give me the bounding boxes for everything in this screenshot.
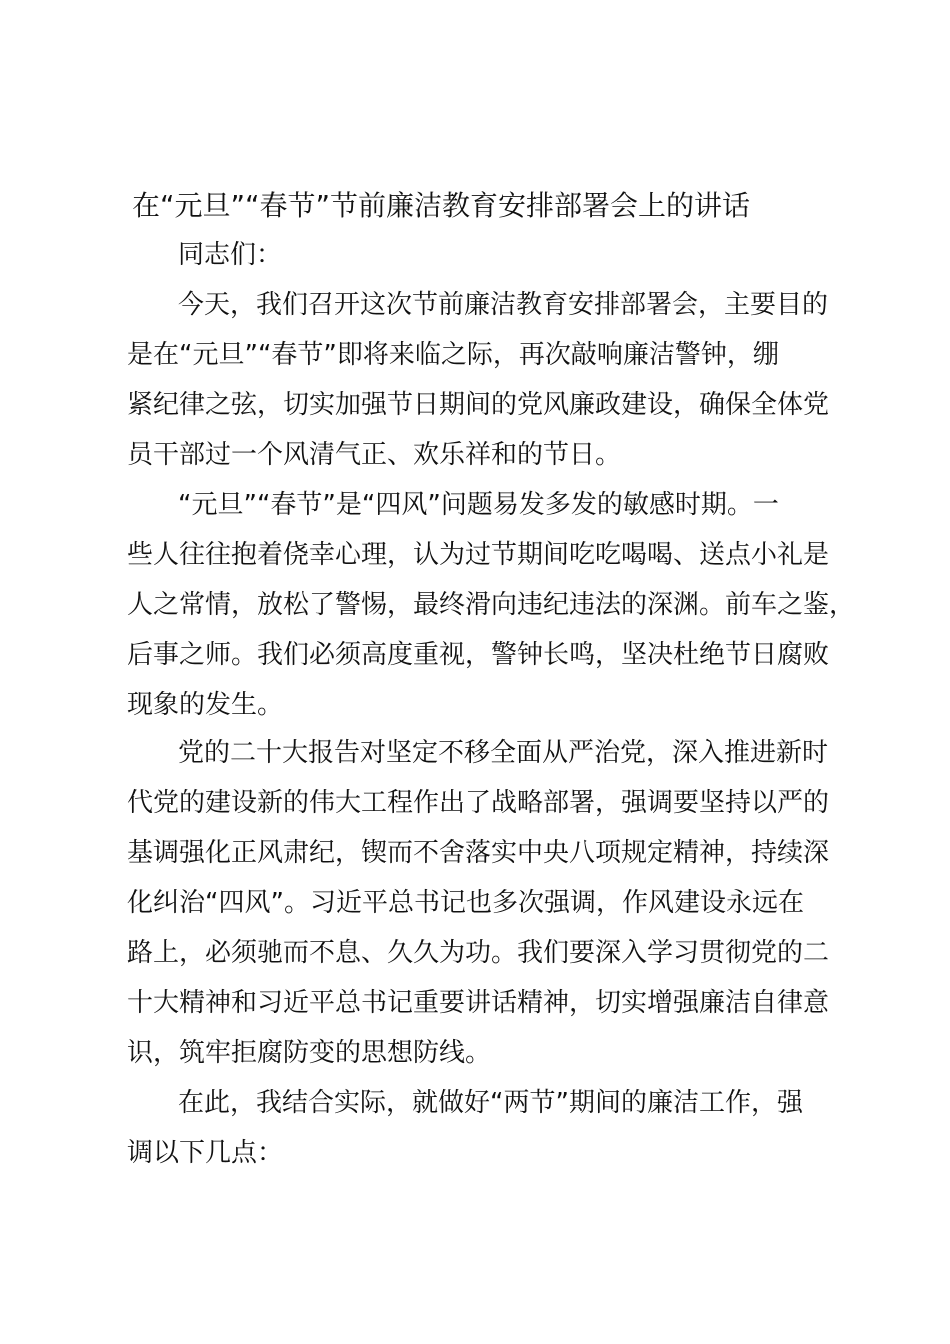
paragraph-line: 人之常情，放松了警惕，最终滑向违纪违法的深渊。前车之鉴， — [127, 590, 856, 620]
paragraph-3 — [127, 728, 847, 1078]
paragraph-line: 在此，我结合实际，就做好“两节”期间的廉洁工作，强 — [178, 1088, 803, 1118]
paragraph-line: 基调强化正风肃纪，锲而不舍落实中央八项规定精神，持续深 — [127, 838, 830, 868]
paragraph-line: 现象的发生。 — [127, 690, 284, 720]
paragraph-line: 识，筑牢拒腐防变的思想防线。 — [127, 1038, 492, 1068]
paragraph-line: 代党的建设新的伟大工程作出了战略部署，强调要坚持以严的 — [127, 788, 830, 818]
document-title: 在“元旦”“春节”节前廉洁教育安排部署会上的讲话 — [132, 189, 751, 222]
paragraph-line: 是在“元旦”“春节”即将来临之际，再次敲响廉洁警钟，绷 — [127, 340, 779, 370]
paragraph-line: 十大精神和习近平总书记重要讲话精神，切实增强廉洁自律意 — [127, 988, 830, 1018]
paragraph-line: 化纠治“四风”。习近平总书记也多次强调，作风建设永远在 — [127, 888, 804, 918]
paragraph-line: 紧纪律之弦，切实加强节日期间的党风廉政建设，确保全体党 — [127, 390, 830, 420]
paragraph-1 — [127, 280, 847, 480]
paragraph-line: “元旦”“春节”是“四风”问题易发多发的敏感时期。一 — [178, 490, 779, 520]
salutation: 同志们： — [178, 240, 283, 270]
paragraph-line: 员干部过一个风清气正、欢乐祥和的节日。 — [127, 440, 622, 470]
paragraph-line: 后事之师。我们必须高度重视，警钟长鸣，坚决杜绝节日腐败 — [127, 640, 830, 670]
paragraph-4 — [127, 1078, 847, 1178]
paragraph-2 — [127, 480, 856, 730]
paragraph-line: 路上，必须驰而不息、久久为功。我们要深入学习贯彻党的二 — [127, 938, 830, 968]
paragraph-line: 今天，我们召开这次节前廉洁教育安排部署会，主要目的 — [178, 290, 829, 320]
paragraph-line: 些人往往抱着侥幸心理，认为过节期间吃吃喝喝、送点小礼是 — [127, 540, 830, 570]
paragraph-line: 调以下几点： — [127, 1138, 284, 1168]
paragraph-line: 党的二十大报告对坚定不移全面从严治党，深入推进新时 — [178, 738, 829, 768]
